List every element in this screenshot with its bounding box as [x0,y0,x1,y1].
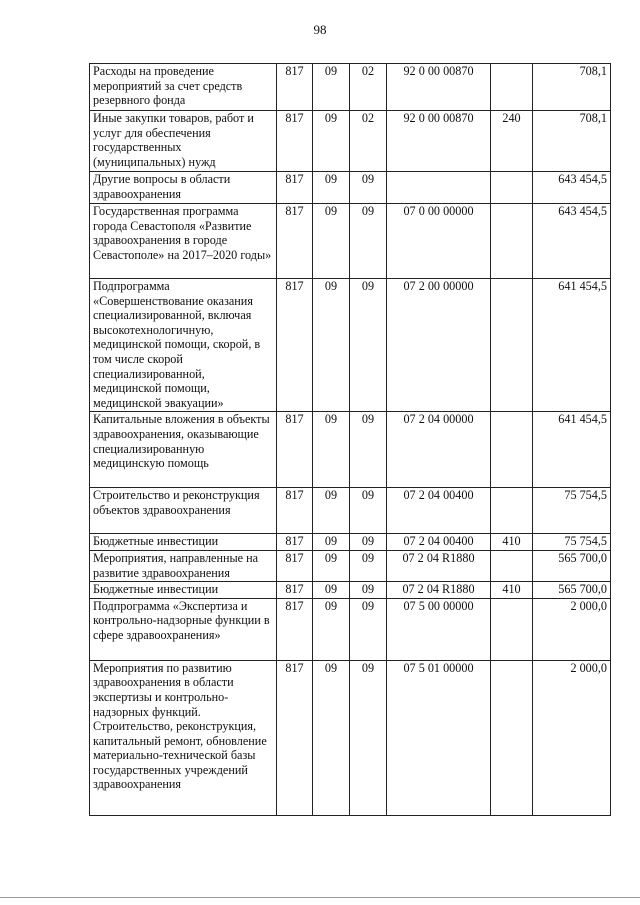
target-article-cell: 07 2 04 R1880 [387,582,491,599]
amount-cell: 708,1 [533,111,611,172]
subsection-cell: 09 [350,534,387,551]
amount-cell: 2 000,0 [533,598,611,660]
expense-type-cell [491,488,533,534]
row-name-cell: Подпрограмма «Совершенствование оказания специализированной, включая высокотехнологичную, медицинской помощи, скорой, в том числе скорой специализированной, медицинской помощи, медицинской эвакуации» [90,279,277,412]
expense-type-cell [491,598,533,660]
subsection-cell: 09 [350,598,387,660]
amount-cell: 565 700,0 [533,582,611,599]
target-article-cell: 07 2 04 R1880 [387,550,491,581]
grbs-cell: 817 [277,488,313,534]
row-name-cell: Капитальные вложения в объекты здравоохранения, оказывающие специализированную медицинскую помощь [90,412,277,488]
expense-type-cell: 410 [491,582,533,599]
target-article-cell: 07 2 00 00000 [387,279,491,412]
table-row [90,660,611,815]
table-row [90,488,611,534]
table-row [90,534,611,551]
amount-cell: 641 454,5 [533,412,611,488]
subsection-cell: 09 [350,204,387,279]
section-cell: 09 [313,550,350,581]
target-article-cell: 07 5 00 00000 [387,598,491,660]
amount-cell: 75 754,5 [533,534,611,551]
amount-cell: 708,1 [533,64,611,111]
subsection-cell: 02 [350,64,387,111]
table-row [90,172,611,204]
grbs-cell: 817 [277,204,313,279]
row-name-cell: Мероприятия, направленные на развитие здравоохранения [90,550,277,581]
table-row [90,412,611,488]
budget-table-body [90,64,611,816]
target-article-cell: 92 0 00 00870 [387,64,491,111]
expense-type-cell: 240 [491,111,533,172]
section-cell: 09 [313,64,350,111]
subsection-cell: 09 [350,550,387,581]
amount-cell: 75 754,5 [533,488,611,534]
target-article-cell: 07 2 04 00000 [387,412,491,488]
grbs-cell: 817 [277,64,313,111]
subsection-cell: 09 [350,488,387,534]
subsection-cell: 09 [350,279,387,412]
subsection-cell: 09 [350,660,387,815]
table-row [90,582,611,599]
target-article-cell: 07 5 01 00000 [387,660,491,815]
grbs-cell: 817 [277,111,313,172]
row-name-cell: Подпрограмма «Экспертиза и контрольно-надзорные функции в сфере здравоохранения» [90,598,277,660]
target-article-cell: 07 2 04 00400 [387,488,491,534]
section-cell: 09 [313,582,350,599]
target-article-cell: 07 2 04 00400 [387,534,491,551]
budget-table [89,63,611,816]
table-row [90,550,611,581]
section-cell: 09 [313,660,350,815]
row-name-cell: Другие вопросы в области здравоохранения [90,172,277,204]
amount-cell: 643 454,5 [533,172,611,204]
table-row [90,204,611,279]
row-name-cell: Строительство и реконструкция объектов здравоохранения [90,488,277,534]
table-row [90,64,611,111]
target-article-cell: 92 0 00 00870 [387,111,491,172]
subsection-cell: 09 [350,172,387,204]
amount-cell: 2 000,0 [533,660,611,815]
expense-type-cell [491,64,533,111]
subsection-cell: 09 [350,412,387,488]
section-cell: 09 [313,534,350,551]
grbs-cell: 817 [277,550,313,581]
expense-type-cell [491,412,533,488]
amount-cell: 643 454,5 [533,204,611,279]
section-cell: 09 [313,412,350,488]
row-name-cell: Бюджетные инвестиции [90,534,277,551]
grbs-cell: 817 [277,279,313,412]
row-name-cell: Расходы на проведение мероприятий за счет средств резервного фонда [90,64,277,111]
expense-type-cell [491,550,533,581]
grbs-cell: 817 [277,660,313,815]
amount-cell: 641 454,5 [533,279,611,412]
subsection-cell: 02 [350,111,387,172]
row-name-cell: Бюджетные инвестиции [90,582,277,599]
target-article-cell [387,172,491,204]
row-name-cell: Мероприятия по развитию здравоохранения в области экспертизы и контрольно-надзорных функций. Строительство, реконструкция, капитальный ремонт, обновление материально-технической базы государственных учреждений здравоохранения [90,660,277,815]
section-cell: 09 [313,172,350,204]
grbs-cell: 817 [277,172,313,204]
grbs-cell: 817 [277,582,313,599]
grbs-cell: 817 [277,534,313,551]
subsection-cell: 09 [350,582,387,599]
page-edge-line [0,897,640,898]
expense-type-cell [491,172,533,204]
table-row [90,111,611,172]
expense-type-cell: 410 [491,534,533,551]
section-cell: 09 [313,279,350,412]
table-row [90,598,611,660]
row-name-cell: Иные закупки товаров, работ и услуг для обеспечения государственных (муниципальных) нужд [90,111,277,172]
section-cell: 09 [313,111,350,172]
grbs-cell: 817 [277,598,313,660]
row-name-cell: Государственная программа города Севастополя «Развитие здравоохранения в городе Севастополе» на 2017–2020 годы» [90,204,277,279]
page-number: 98 [313,22,327,37]
expense-type-cell [491,204,533,279]
table-row [90,279,611,412]
expense-type-cell [491,279,533,412]
expense-type-cell [491,660,533,815]
amount-cell: 565 700,0 [533,550,611,581]
section-cell: 09 [313,204,350,279]
target-article-cell: 07 0 00 00000 [387,204,491,279]
section-cell: 09 [313,488,350,534]
section-cell: 09 [313,598,350,660]
grbs-cell: 817 [277,412,313,488]
